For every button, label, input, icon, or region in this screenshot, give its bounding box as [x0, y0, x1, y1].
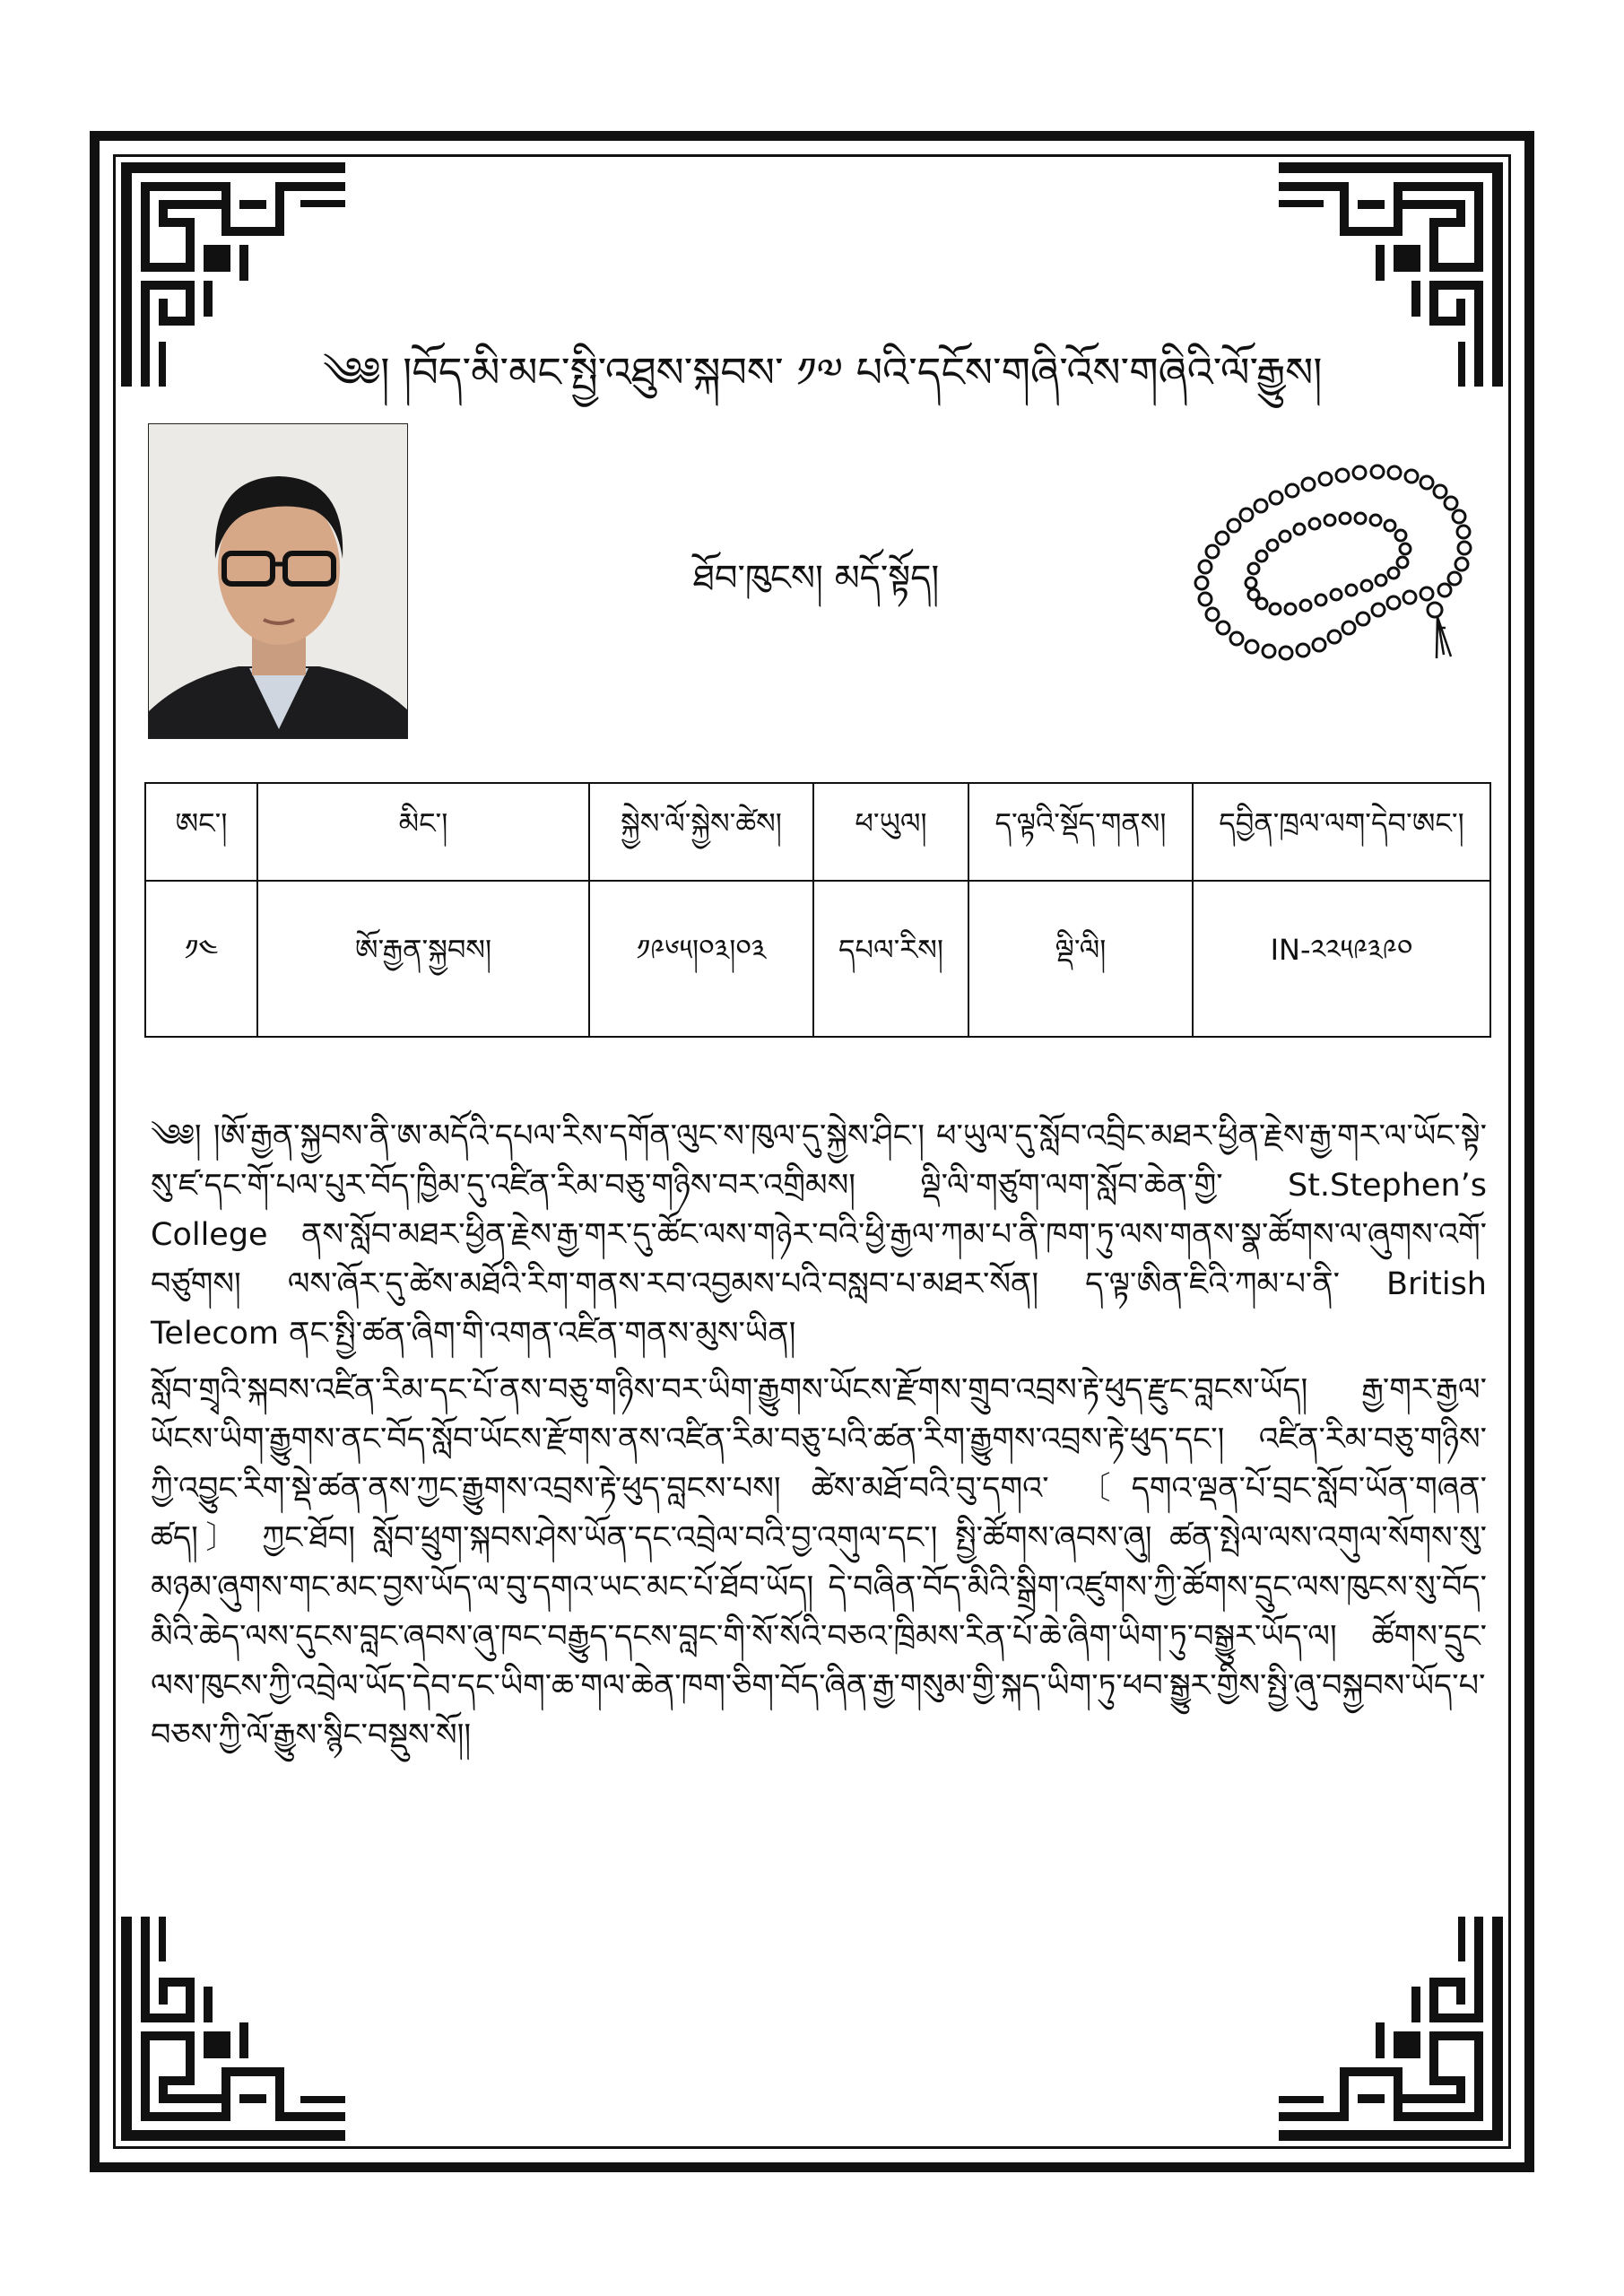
- document-title: ༄༅། །བོད་མི་མང་སྤྱི་འཐུས་སྐབས་ ༡༧ པའི་དངོས་གཞི་འོས་གཞིའི་ལོ་རྒྱུས།: [323, 348, 1323, 396]
- table-row: [145, 881, 1490, 1037]
- header-birth-date: སྐྱེས་ལོ་སྐྱེས་ཚེས།: [589, 783, 813, 881]
- cell-birth-date: ༡༩༦༥།༠༣།༠༣: [589, 881, 813, 1037]
- candidate-photo: [148, 423, 408, 739]
- header-native-place: ཕ་ཡུལ།: [813, 783, 968, 881]
- candidate-info-table: [144, 782, 1491, 1038]
- corner-ornament-top-left: [121, 162, 345, 387]
- cell-name: ཨོ་རྒྱན་སྐྱབས།: [257, 881, 589, 1037]
- cell-number: ༡༤: [145, 881, 257, 1037]
- cell-native-place: དཔལ་རིས།: [813, 881, 968, 1037]
- cell-green-book-number: IN-༢༢༥༩༣༩༠: [1193, 881, 1490, 1037]
- header-current-residence: ད་ལྟའི་སྡོད་གནས།: [968, 783, 1193, 881]
- header-number: ཨང་།: [145, 783, 257, 881]
- corner-ornament-bottom-right: [1279, 1917, 1503, 2141]
- cell-current-residence: ལྡི་ལི།: [968, 881, 1193, 1037]
- constituency-label: ཐོབ་ཁུངས། མདོ་སྟོད།: [692, 558, 940, 599]
- header-name: མིང་།: [257, 783, 589, 881]
- table-header-row: [145, 783, 1490, 881]
- header-green-book-number: དབྱིན་ཁྲལ་ལག་དེབ་ཨང་།: [1193, 783, 1490, 881]
- biography: [151, 1112, 1487, 1768]
- biography-paragraph-1: ༄༅། །ཨོ་རྒྱན་སྐྱབས་ནི་ཨ་མདོའི་དཔལ་རིས་དགོན་ལུང་ས་ཁུལ་དུ་སྐྱེས་ཤིང་། ཕ་ཡུལ་དུ་སློབ་འབྲིང་མཐར་ཕྱིན་རྗེས་རྒྱ་གར་ལ་ཡོང་སྟེ་སུ་ཛ་དང་གོ་པལ་པུར་བོད་ཁྱིམ་དུ་འཛིན་རིམ་བཅུ་གཉིས་བར་འགྲིམས། ལྡི་ལི་གཙུག་ལག་སློབ་ཆེན་གྱི་ St.Stephen’s College ནས་སློབ་མཐར་ཕྱིན་རྗེས་རྒྱ་གར་དུ་ཚོང་ལས་གཉེར་བའི་ཕྱི་རྒྱལ་ཀམ་པ་ནི་ཁག་ཏུ་ལས་གནས་སྣ་ཚོགས་ལ་ཞུགས་འགོ་བཙུགས། ལས་ཞོར་དུ་ཚེས་མཐོའི་རིག་གནས་རབ་འབྱམས་པའི་བསླབ་པ་མཐར་སོན། ད་ལྟ་ཨིན་ཇིའི་ཀམ་པ་ནི་ British Telecom ནང་སྤྱི་ཚན་ཞིག་གི་འགན་འཛིན་གནས་མུས་ཡིན།: [151, 1118, 1487, 1352]
- corner-ornament-bottom-left: [121, 1917, 345, 2141]
- biography-paragraph-2: སློབ་གྲྭའི་སྐབས་འཛིན་རིམ་དང་པོ་ནས་བཅུ་གཉིས་བར་ཡིག་རྒྱུགས་ཡོངས་རྫོགས་གྲུབ་འབྲས་རྟེ་ཕུད་རྫུང་བླངས་ཡོད། རྒྱ་གར་རྒྱལ་ཡོངས་ཡིག་རྒྱུགས་ནང་བོད་སློབ་ཡོངས་རྫོགས་ནས་འཛིན་རིམ་བཅུ་པའི་ཚན་རིག་རྒྱུགས་འབྲས་རྟེ་ཕུད་དང་། འཛིན་རིམ་བཅུ་གཉིས་ཀྱི་འབྱུང་རིག་སྡེ་ཚན་ནས་ཀྱང་རྒྱུགས་འབྲས་རྟེ་ཕུད་བླངས་པས། ཚེས་མཐོ་བའི་བུ་དགའ་ 〔དགའ་ལྡན་པོ་བྲང་སློབ་ཡོན་གཞན་ཚད།〕 ཀྱང་ཐོབ། སློབ་ཕྲུག་སྐབས་ཤེས་ཡོན་དང་འབྲེལ་བའི་བྱ་འགུལ་དང་། སྤྱི་ཚོགས་ཞབས་ཞུ། ཚན་སྤེལ་ལས་འགུལ་སོགས་སུ་མཉམ་ཞུགས་གང་མང་བྱས་ཡོད་ལ་བུ་དགའ་ཡང་མང་པོ་ཐོབ་ཡོད། དེ་བཞིན་བོད་མིའི་སྒྲིག་འཛུགས་ཀྱི་ཚོགས་དྲུང་ལས་ཁུངས་སུ་བོད་མིའི་ཆེད་ལས་དུངས་བླང་ཞབས་ཞུ་ཁང་བརྒྱུད་དངས་བླང་གི་སོ་སོའི་བཅའ་ཁྲིམས་རིན་པོ་ཆེ་ཞིག་ཡིག་ཏུ་བསྒྱུར་ཡོད་ལ། ཚོགས་དྲུང་ལས་ཁུངས་ཀྱི་འབྲེལ་ཡོད་དེབ་དང་ཡིག་ཆ་གལ་ཆེན་ཁག་ཅིག་བོད་ཞིན་རྒྱ་གསུམ་གྱི་སྐད་ཡིག་ཏུ་ཕབ་སྒྱུར་གྱིས་སྤྱི་ཞུ་བསྐྱབས་ཡོད་པ་བཅས་ཀྱི་ལོ་རྒྱུས་སྙིང་བསྡུས་སོ།།: [151, 1372, 1487, 1753]
- prayer-beads-illustration: [1166, 448, 1489, 709]
